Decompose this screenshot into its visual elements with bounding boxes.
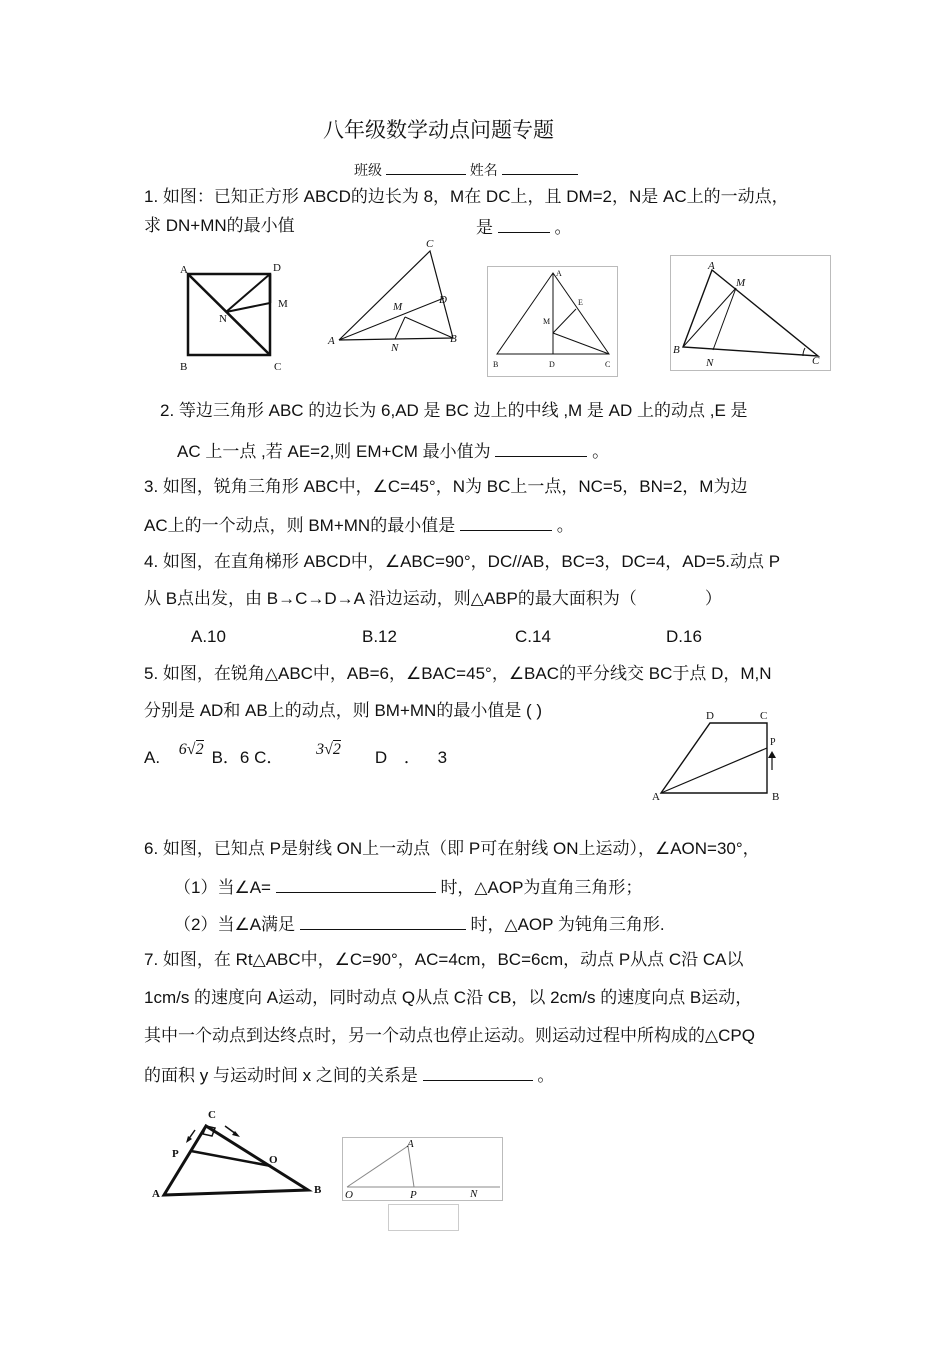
q1-line1: 1. 如图：已知正方形 ABCD的边长为 8，M在 DC上，且 DM=2，N是 AC上的一动点， [144, 187, 789, 206]
label-e: E [578, 298, 583, 307]
q5-opt-a-label: A. [144, 748, 161, 767]
q7-answer-blank [423, 1064, 533, 1081]
q6-sub2-blank [300, 913, 466, 930]
q3-line2b: 。 [556, 516, 574, 535]
q2-line2a: AC 上一点 ,若 AE=2,则 EM+CM 最小值为 [177, 442, 491, 461]
q6-sub1b: 时，△AOP为直角三角形； [440, 878, 643, 897]
label-a: A [328, 335, 335, 347]
label-a: A [152, 1188, 160, 1200]
figure-trapezoid [650, 708, 790, 804]
label-m: M [543, 317, 551, 326]
q7-line4a: 的面积 y 与运动时间 x 之间的关系是 [144, 1066, 418, 1085]
q7-line1: 7. 如图，在 Rt△ABC中，∠C=90°，AC=4cm，BC=6cm，动点 P从点 C沿 CA以 [144, 950, 744, 969]
label-c: C [605, 360, 611, 369]
q6-sub2a: （2）当∠A满足 [174, 915, 296, 934]
q6-sub1-blank [276, 876, 436, 893]
label-p: P [770, 737, 776, 748]
name-blank [502, 158, 578, 175]
label-c: C [426, 238, 434, 250]
q2-line2 [177, 440, 609, 462]
label-p: P [410, 1189, 417, 1201]
figure-equilateral-triangle [487, 266, 619, 378]
label-o: O [345, 1189, 353, 1201]
q6-sub1a: （1）当∠A= [174, 878, 271, 897]
q6-sub2b: 时，△AOP 为钝角三角形. [470, 915, 665, 934]
q7-line4 [144, 1064, 554, 1086]
q1-line2b: 是 [476, 218, 493, 237]
label-m: M [393, 301, 403, 313]
label-b: B [772, 791, 780, 803]
q6-sub2 [174, 913, 665, 935]
q3-answer-blank [460, 514, 552, 531]
label-a: A [407, 1138, 414, 1150]
figure-acute-triangle [325, 236, 465, 356]
q3-line2a: AC上的一个动点，则 BM+MN的最小值是 [144, 516, 456, 535]
q7-line2: 1cm/s 的速度向 A运动，同时动点 Q从点 C沿 CB，以 2cm/s 的速度向点 B运动， [144, 988, 753, 1007]
label-m: M [278, 298, 288, 310]
label-q: O [269, 1154, 278, 1166]
q2-line2b: 。 [592, 442, 610, 461]
q5-line1: 5. 如图，在锐角△ABC中，AB=6，∠BAC=45°，∠BAC的平分线交 BC于点 D，M,N [144, 664, 772, 683]
q1-answer-blank [498, 216, 550, 233]
label-b: B [450, 333, 457, 345]
q5-opt-d-label: D ． 3 [374, 748, 448, 767]
q4-option-c: C.14 [515, 627, 551, 646]
q3-line1: 3. 如图，锐角三角形 ABC中，∠C=45°，N为 BC上一点，NC=5，BN=2，M为边 [144, 477, 748, 496]
q5-opt-b-label: B．6 C． [211, 748, 284, 767]
q2-line1: 2. 等边三角形 ABC 的边长为 6,AD 是 BC 边上的中线 ,M 是 AD 上的动点 ,E 是 [160, 401, 748, 420]
label-n: N [470, 1188, 478, 1200]
q4-option-a: A.10 [191, 627, 226, 646]
q4-line2: 从 B点出发，由 B→C→D→A 沿边运动，则△ABP的最大面积为（ ） [144, 589, 722, 608]
label-a: A [652, 791, 660, 803]
label-b: B [673, 344, 680, 356]
label-d: D [439, 294, 447, 306]
q4-option-b: B.12 [362, 627, 397, 646]
label-n: N [391, 342, 399, 354]
figure-right-triangle [148, 1106, 333, 1206]
label-c: C [208, 1109, 216, 1121]
name-label: 姓名 [469, 162, 498, 178]
q6-line1: 6. 如图，已知点 P是射线 ON上一动点（即 P可在射线 ON上运动），∠AON=30°， [144, 839, 760, 858]
label-d: D [706, 710, 714, 722]
label-b: B [314, 1184, 322, 1196]
class-name-header [354, 158, 578, 180]
q7-line3: 其中一个动点到达终点时，另一个动点也停止运动。则运动过程中所构成的△CPQ [144, 1026, 755, 1045]
q1-line2c: 。 [554, 218, 572, 237]
q3-line2 [144, 514, 574, 536]
label-d: D [273, 262, 281, 274]
q1-line2a: 求 DN+MN的最小值 [144, 216, 295, 235]
q4-option-d: D.16 [666, 627, 702, 646]
label-a: A [556, 269, 562, 278]
label-n: N [706, 357, 714, 369]
label-m: M [736, 277, 746, 289]
label-c: C [760, 710, 768, 722]
class-label: 班级 [354, 162, 382, 178]
q2-answer-blank [495, 440, 587, 457]
q5-opt-c-value: 3√2 [316, 741, 341, 758]
q5-line2: 分别是 AD和 AB上的动点，则 BM+MN的最小值是 ( ) [144, 701, 543, 720]
label-a: A [708, 260, 715, 272]
q5-opt-a-value: 6√2 [178, 741, 204, 758]
figure-triangle-mn [670, 254, 832, 372]
label-b: B [493, 360, 499, 369]
label-n: N [219, 313, 227, 325]
label-b: B [180, 361, 188, 373]
q7-line4b: 。 [537, 1066, 555, 1085]
class-blank [386, 158, 466, 175]
label-p: P [172, 1148, 179, 1160]
q1-line2-answer [476, 216, 571, 238]
label-c: C [274, 361, 282, 373]
q4-line1: 4. 如图，在直角梯形 ABCD中，∠ABC=90°，DC//AB，BC=3，DC=4，AD=5.动点 P [144, 552, 781, 571]
figure-ray-aop [342, 1137, 504, 1232]
q5-options [144, 741, 448, 769]
q6-sub1 [174, 876, 642, 898]
label-c: C [812, 355, 820, 367]
figure-square [174, 258, 299, 374]
label-d: D [549, 360, 555, 369]
page-title: 八年级数学动点问题专题 [323, 118, 554, 142]
label-a: A [180, 264, 188, 276]
